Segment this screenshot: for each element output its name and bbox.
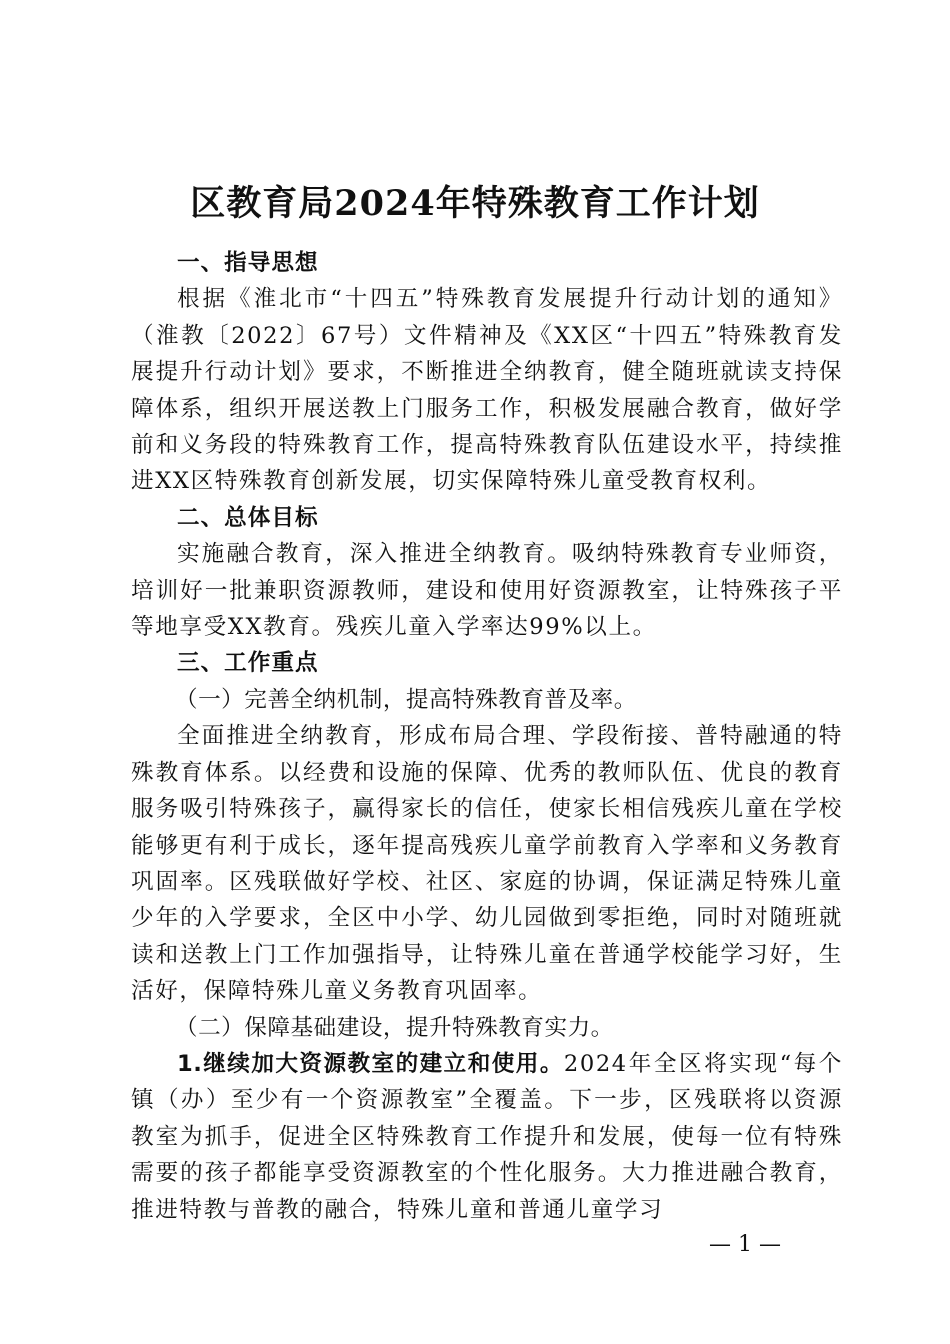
subsection-heading-infrastructure: （二）保障基础建设，提升特殊教育实力。 (175, 1014, 614, 1041)
paragraph-inclusive-mechanism: 全面推进全纳教育，形成布局合理、学段衔接、普特融通的特殊教育体系。以经费和设施的保障、优秀的教师队伍、优良的教育服务吸引特殊孩子，赢得家长的信任，使家长相信残疾儿童在学校能够更有利于成长，逐年提高残疾儿童学前教育入学率和义务教育巩固率。区残联做好学校、社区、家庭的协调，保证满足特殊儿童少年的入学要求，全区中小学、幼儿园做到零拒绝，同时对随班就读和送教上门工作加强指导，让特殊儿童在普通学校能学习好，生活好，保障特殊儿童义务教育巩固率。 (131, 723, 843, 1005)
subsection-heading-inclusive-mechanism: （一）完善全纳机制，提高特殊教育普及率。 (175, 686, 637, 713)
paragraph-overall-goals: 实施融合教育，深入推进全纳教育。吸纳特殊教育专业师资，培训好一批兼职资源教师，建设和使用好资源教室，让特殊孩子平等地享受XX教育。残疾儿童入学率达99%以上。 (131, 541, 843, 641)
document-title: 区教育局2024年特殊教育工作计划 (190, 183, 760, 224)
paragraph-guiding-ideology: 根据《淮北市“十四五”特殊教育发展提升行动计划的通知》（淮教〔2022〕67号）文件精神及《XX区“十四五”特殊教育发展提升行动计划》要求，不断推进全纳教育，健全随班就读支持保障体系，组织开展送教上门服务工作，积极发展融合教育，做好学前和义务段的特殊教育工作，提高特殊教育队伍建设水平，持续推进XX区特殊教育创新发展，切实保障特殊儿童受教育权利。 (131, 286, 843, 495)
item-lead-resource-classrooms: 1.继续加大资源教室的建立和使用。 (177, 1050, 564, 1077)
page-number: — 1 — (709, 1232, 781, 1257)
section-heading-overall-goals: 二、总体目标 (177, 504, 319, 531)
section-heading-work-focus: 三、工作重点 (177, 650, 319, 677)
paragraph-resource-classrooms (131, 1046, 843, 1228)
section-heading-guiding-ideology: 一、指导思想 (177, 250, 319, 276)
document-body (131, 245, 843, 1228)
item-text-resource-classrooms: 2024年全区将实现“每个镇（办）至少有一个资源教室”全覆盖。下一步，区残联将以资源教室为抓手，促进全区特殊教育工作提升和发展，使每一位有特殊需要的孩子都能享受资源教室的个性化服务。大力推进融合教育，推进特教与普教的融合，特殊儿童和普通儿童学习 (131, 1050, 843, 1223)
